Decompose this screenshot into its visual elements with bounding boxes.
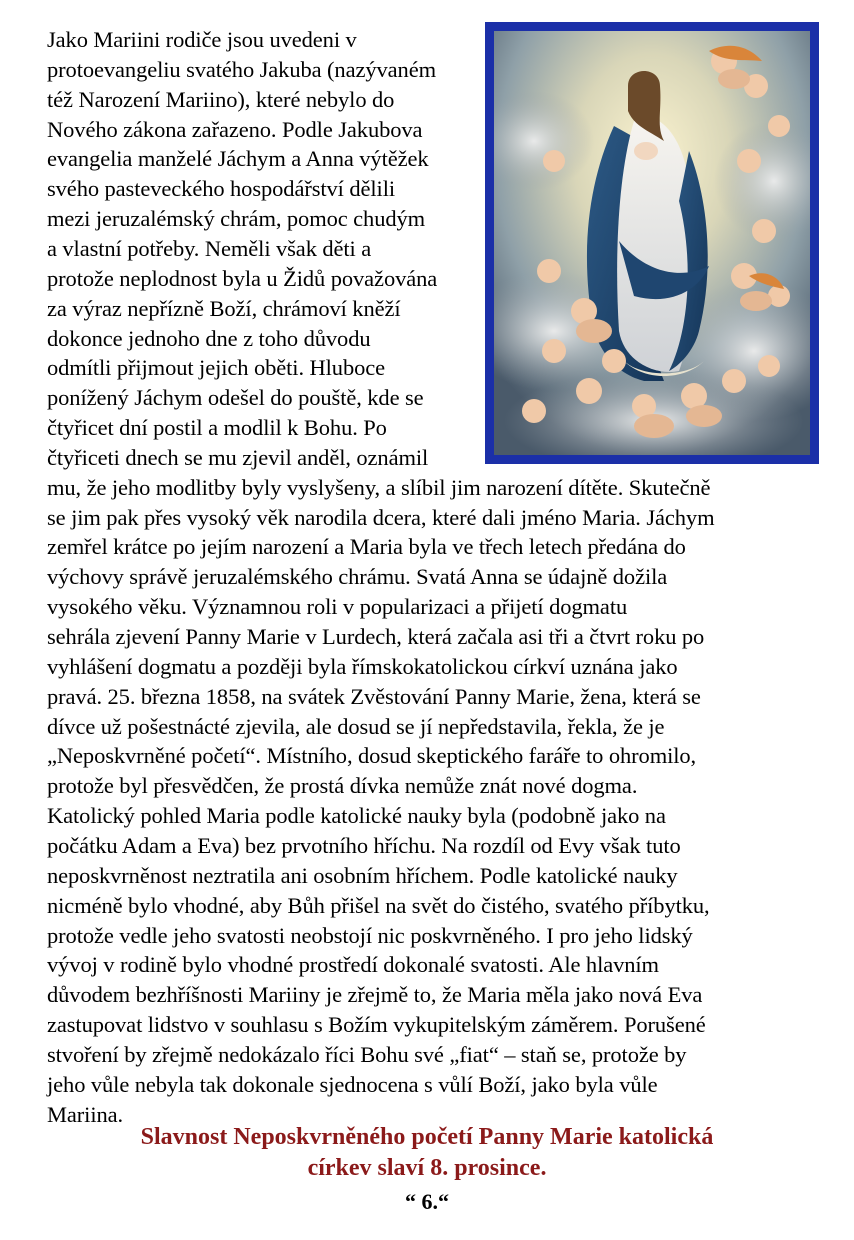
- feast-title-line-2: církev slaví 8. prosince.: [307, 1155, 547, 1181]
- body-text-line: čtyřicet dní postil a modlil k Bohu. Po: [47, 415, 387, 441]
- body-text-line: mu, že jeho modlitby byly vyslyšeny, a slíbil jim narození dítěte. Skutečně: [47, 474, 711, 500]
- body-text-line: ponížený Jáchym odešel do pouště, kde se: [47, 385, 424, 411]
- body-text-line: protoevangeliu svatého Jakuba (nazývaném: [47, 56, 436, 82]
- body-text-line: důvodem bezhříšnosti Mariiny je zřejmě to, že Maria měla jako nová Eva: [47, 982, 703, 1008]
- body-text-line: svého pasteveckého hospodářství dělili: [47, 176, 395, 202]
- body-text-line: se jim pak přes vysoký věk narodila dcera, které dali jméno Maria. Jáchym: [47, 504, 715, 530]
- body-text-line: neposkvrněnost neztratila ani osobním hříchem. Podle katolické nauky: [47, 862, 678, 888]
- feast-title-line-1: Slavnost Neposkvrněného početí Panny Marie katolická: [140, 1124, 714, 1150]
- body-text-line: zastupovat lidstvo v souhlasu s Božím vykupitelským záměrem. Porušené: [47, 1012, 706, 1038]
- body-text-line: vyhlášení dogmatu a později byla římskokatolickou církví uznána jako: [47, 653, 678, 679]
- body-text-line: evangelia manželé Jáchym a Anna výtěžek: [47, 146, 429, 172]
- body-text-line: Katolický pohled Maria podle katolické nauky byla (podobně jako na: [47, 803, 666, 829]
- body-text-line: zemřel krátce po jejím narození a Maria byla ve třech letech předána do: [47, 534, 686, 560]
- body-text-line: protože byl přesvědčen, že prostá dívka nemůže znát nové dogma.: [47, 773, 638, 799]
- body-text-line: sehrála zjevení Panny Marie v Lurdech, která začala asi tři a čtvrt roku po: [47, 624, 705, 649]
- body-text-line: vysokého věku. Významnou roli v popularizaci a přijetí dogmatu: [47, 594, 628, 620]
- body-text-line: výchovy správě jeruzalémského chrámu. Svatá Anna se údajně dožila: [47, 564, 668, 590]
- body-text-line: Mariina.: [47, 1101, 124, 1127]
- body-text-line: Nového zákona zařazeno. Podle Jakubova: [47, 116, 423, 142]
- body-text-line: dokonce jednoho dne z toho důvodu: [47, 325, 371, 351]
- body-text-line: a vlastní potřeby. Neměli však děti a: [47, 235, 372, 261]
- body-text-line: za výraz nepřízně Boží, chrámoví kněží: [47, 295, 401, 321]
- body-text-line: mezi jeruzalémský chrám, pomoc chudým: [47, 206, 426, 232]
- body-text-line: Jako Mariini rodiče jsou uvedeni v: [47, 27, 357, 52]
- body-text-line: „Neposkvrněné početí“. Místního, dosud skeptického faráře to ohromilo,: [47, 743, 697, 769]
- body-text-line: čtyřiceti dnech se mu zjevil anděl, oznámil: [47, 444, 429, 470]
- body-text-line: též Narození Mariino), které nebylo do: [47, 86, 395, 112]
- painting-frame: [485, 22, 819, 464]
- madonna-painting: [494, 31, 810, 455]
- body-text-line: pravá. 25. března 1858, na svátek Zvěstování Panny Marie, žena, která se: [47, 683, 701, 709]
- body-text-line: stvoření by zřejmě nedokázalo říci Bohu své „fiat“ – staň se, protože by: [47, 1041, 687, 1067]
- body-text-line: protože vedle jeho svatosti neobstojí nic poskvrněného. I pro jeho lidský: [47, 922, 693, 948]
- page-number: “ 6.“: [405, 1189, 449, 1214]
- body-text-line: vývoj v rodině bylo vhodné prostředí dokonalé svatosti. Ale hlavním: [47, 952, 659, 978]
- body-text-line: dívce už pošestnácté zjevila, ale dosud se jí nepředstavila, řekla, že je: [47, 713, 665, 739]
- body-text-line: nicméně bylo vhodné, aby Bůh přišel na svět do čistého, svatého příbytku,: [47, 892, 710, 918]
- body-text-line: počátku Adam a Eva) bez prvotního hříchu. Na rozdíl od Evy však tuto: [47, 832, 681, 858]
- body-text-line: protože neplodnost byla u Židů považována: [47, 265, 438, 291]
- body-text-line: odmítli přijmout jejich oběti. Hluboce: [47, 355, 386, 381]
- body-text-line: jeho vůle nebyla tak dokonale sjednocena s vůlí Boží, jako byla vůle: [47, 1071, 658, 1097]
